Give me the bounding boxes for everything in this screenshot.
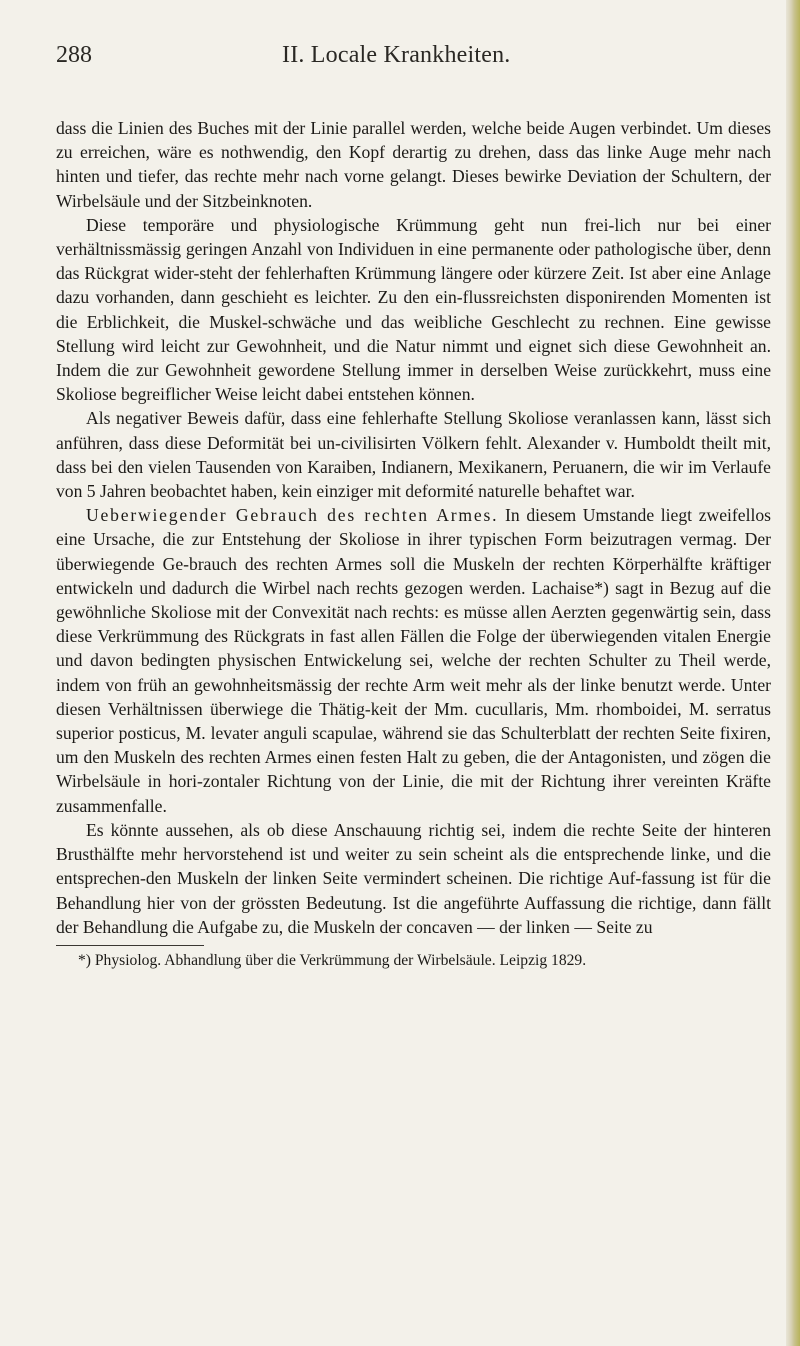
paragraph-1: dass die Linien des Buches mit der Linie parallel werden, welche beide Augen verbindet. Um dieses zu erreichen, wäre es nothwendig, den Kopf derartig zu drehen, dass das linke Auge mehr nach hinten und tiefer, das rechte mehr nach vorne gelangt. Dieses bewirke Deviation der Schultern, der Wirbelsäule und der Sitzbeinknoten.	[56, 118, 771, 211]
paragraph-4-text: In diesem Umstande liegt zweifellos eine Ursache, die zur Entstehung der Skoliose in ihrer typischen Form beizutragen vermag. Der überwiegende Ge-brauch des rechten Armes soll die Muskeln der rechten Körperhälfte kräftiger entwickeln und dadurch die Wirbel nach rechts gezogen werden. Lachaise*) sagt in Bezug auf die gewöhnliche Skoliose mit der Convexität nach rechts: es müsse allen Aerzten gegenwärtig sein, dass diese Verkrümmung des Rückgrats in fast allen Fällen die Folge der überwiegenden vitalen Energie und davon bedingten physischen Entwickelung sei, welche der rechten Schulter zu Theil werde, indem von früh an gewohnheitsmässig der rechte Arm weit mehr als der linke benutzt werde. Unter diesen Verhältnissen überwiege die Thätig-keit der Mm. cucullaris, Mm. rhomboidei, M. serratus superior posticus, M. levater anguli scapulae, während sie das Schulterblatt der rechten Seite fixiren, um den Muskeln des rechten Armes einen festen Halt zu geben, die der Antagonisten, und zögen die Wirbelsäule in hori-zontaler Richtung von der Linie, die mit der Richtung ihrer vereinten Kräfte zusammenfalle.	[56, 505, 771, 816]
page-number: 288	[56, 42, 92, 68]
footnote-divider	[56, 945, 204, 946]
footnote: *) Physiolog. Abhandlung über die Verkrümmung der Wirbelsäule. Leipzig 1829.	[78, 951, 587, 969]
paragraph-5: Es könnte aussehen, als ob diese Anschauung richtig sei, indem die rechte Seite der hinteren Brusthälfte mehr hervorstehend ist und weiter zu sein scheint als die entsprechende linke, und die entsprechen-den Muskeln der linken Seite vermindert scheinen. Die richtige Auf-fassung ist für die Behandlung hier von der grössten Bedeutung. Ist die angeführte Auffassung die richtige, dann fällt der Behandlung die Aufgabe zu, die Muskeln der concaven — der linken — Seite zu	[56, 819, 771, 937]
paragraph-4	[56, 503, 771, 818]
paragraph-2: Diese temporäre und physiologische Krümmung geht nun frei-lich nur bei einer verhältnissmässig geringen Anzahl von Individuen in eine permanente oder pathologische über, denn das Rückgrat wider-steht der fehlerhaften Krümmung längere oder kürzere Zeit. Ist aber eine Anlage dazu vorhanden, dann geschieht es leichter. Zu den ein-flussreichsten disponirenden Momenten ist die Erblichkeit, die Muskel-schwäche und das weibliche Geschlecht zu rechnen. Eine gewisse Stellung wird leicht zur Gewohnheit, und die Natur nimmt und eignet sich diese Gewohnheit an. Indem die zur Gewohnheit gewordene Stellung immer in derselben Weise zurückkehrt, muss eine Skoliose begreiflicher Weise leicht dabei entstehen können.	[56, 214, 771, 405]
body-text	[56, 116, 771, 939]
section-heading-spaced: Ueberwiegender Gebrauch des rechten Armes.	[86, 505, 499, 526]
page-edge-shadow	[786, 0, 800, 1346]
page-header	[56, 42, 771, 70]
book-page	[56, 42, 771, 971]
running-head: II. Locale Krankheiten.	[282, 42, 511, 68]
paragraph-3: Als negativer Beweis dafür, dass eine fehlerhafte Stellung Skoliose veranlassen kann, lässt sich anführen, dass diese Deformität bei un-civilisirten Völkern fehlt. Alexander v. Humboldt theilt mit, dass bei den vielen Tausenden von Karaiben, Indianern, Mexikanern, Peruanern, die wir im Verlaufe von 5 Jahren beobachtet haben, kein einziger mit deformité naturelle behaftet war.	[56, 408, 771, 502]
